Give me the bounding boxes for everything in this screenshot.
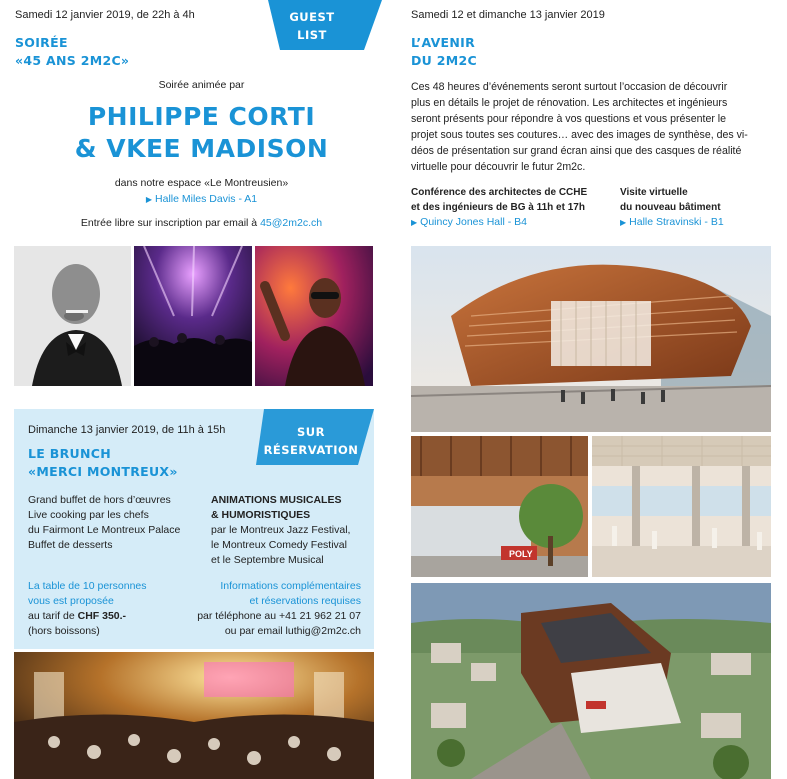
avenir-date: Samedi 12 et dimanche 13 janvier 2019 (411, 9, 605, 21)
info-line1: Informations complémentaires (220, 580, 361, 592)
animations-title-line1: ANIMATIONS MUSICALES (211, 494, 342, 506)
brunch-menu-item: Grand buffet de hors d’œuvres (28, 494, 171, 506)
guest-list-badge-line2: LIST (297, 28, 327, 42)
paragraph-line: déos de présentation sur grand écran ainsi que des casques de réalité (411, 145, 742, 157)
guest-list-badge (272, 8, 352, 44)
photo-render-aerial (411, 583, 771, 779)
paragraph-line: virtuelle pour découvrir le futur 2m2c. (411, 161, 586, 173)
performers-name-line1: PHILIPPE CORTI (87, 102, 316, 131)
triangle-right-icon: ▶ (411, 218, 418, 227)
photo-building-render (411, 246, 771, 432)
soiree-space: dans notre espace «Le Montreusien» (114, 177, 289, 189)
soiree-hall (14, 193, 389, 205)
brunch-menu (28, 493, 218, 553)
photo-render-hall (592, 436, 771, 577)
soiree-entry-text: Entrée libre sur inscription par email à (80, 217, 261, 229)
soiree-entry-email[interactable]: 45@2m2c.ch (260, 217, 323, 229)
photo-brunch-hall (14, 652, 374, 779)
avenir-title-line1: L’AVENIR (411, 35, 476, 50)
soiree-intro: Soirée animée par (158, 79, 245, 91)
reservation-badge (256, 423, 366, 459)
animations-line: par le Montreux Jazz Festival, (211, 524, 351, 536)
visit-hall-label: Halle Stravinski - B1 (629, 216, 724, 228)
photo-vkee-madison (255, 246, 373, 386)
avenir-title (411, 34, 477, 70)
conference-hall (411, 215, 621, 230)
soiree-date: Samedi 12 janvier 2019, de 22h à 4h (15, 9, 195, 21)
price-note: (hors boissons) (28, 625, 100, 637)
triangle-right-icon: ▶ (145, 195, 153, 204)
animations-line: le Montreux Comedy Festival (211, 539, 347, 551)
price-amount: CHF 350.- (77, 610, 127, 622)
brunch-title-line1: LE BRUNCH (28, 446, 111, 461)
guest-list-badge-line1: GUEST (289, 10, 335, 24)
brunch-menu-item: du Fairmont Le Montreux Palace (28, 524, 181, 536)
visit-title-line1: Visite virtuelle (620, 187, 688, 198)
conference-hall-label: Quincy Jones Hall - B4 (420, 216, 527, 228)
visit-title-line2: du nouveau bâtiment (620, 202, 721, 213)
avenir-title-line2: DU 2M2C (411, 53, 477, 68)
poly-sign: POLY (509, 549, 533, 559)
animations-line: et le Septembre Musical (211, 554, 324, 566)
brunch-title (28, 445, 178, 481)
conference-title-line2: et des ingénieurs de BG à 11h et 17h (411, 202, 585, 213)
soiree-title-line2: «45 ANS 2M2C» (15, 53, 130, 68)
price-line2: vous est proposée (28, 595, 114, 607)
brunch-menu-item: Buffet de desserts (28, 539, 113, 551)
performers-name-line2: & VKEE MADISON (74, 134, 329, 163)
photo-philippe-corti (14, 246, 131, 386)
photo-party-crowd (134, 246, 252, 386)
reservation-badge-line2: RÉSERVATION (263, 443, 359, 457)
paragraph-line: plus en détails le projet de rénovation. Les architectes et ingénieurs (411, 97, 728, 109)
photo-render-street (411, 436, 588, 577)
soiree-hall-label: Halle Miles Davis - A1 (155, 193, 258, 205)
brunch-info (180, 579, 361, 639)
conference-block (411, 185, 621, 230)
avenir-paragraph (411, 79, 773, 175)
animations-title-line2: & HUMORISTIQUES (211, 509, 311, 521)
info-email[interactable]: ou par email luthig@2m2c.ch (224, 625, 361, 637)
performers-name (14, 101, 389, 165)
price-text: au tarif de (28, 610, 78, 622)
visit-block (620, 185, 770, 230)
brunch-title-line2: «MERCI MONTREUX» (28, 464, 178, 479)
info-line2: et réservations requises (249, 595, 361, 607)
paragraph-line: projet sous toutes ses coutures… avec des images de synthèse, des vi- (411, 129, 748, 141)
price-line1: La table de 10 personnes (28, 580, 147, 592)
brunch-menu-item: Live cooking par les chefs (28, 509, 149, 521)
brunch-date: Dimanche 13 janvier 2019, de 11h à 15h (28, 424, 226, 436)
paragraph-line: seront présents pour répondre à vos questions et vous présenter le (411, 113, 727, 125)
visit-hall (620, 215, 770, 230)
soiree-entry (14, 216, 389, 231)
reservation-badge-line1: SUR (297, 425, 325, 439)
conference-title-line1: Conférence des architectes de CCHE (411, 187, 588, 198)
soiree-title (15, 34, 129, 70)
triangle-right-icon: ▶ (620, 218, 627, 227)
info-phone[interactable]: par téléphone au +41 21 962 21 07 (197, 610, 361, 622)
brunch-animations (211, 493, 371, 568)
soiree-title-line1: SOIRÉE (15, 35, 68, 50)
paragraph-line: Ces 48 heures d’événements seront surtout l’occasion de découvrir (411, 81, 728, 93)
